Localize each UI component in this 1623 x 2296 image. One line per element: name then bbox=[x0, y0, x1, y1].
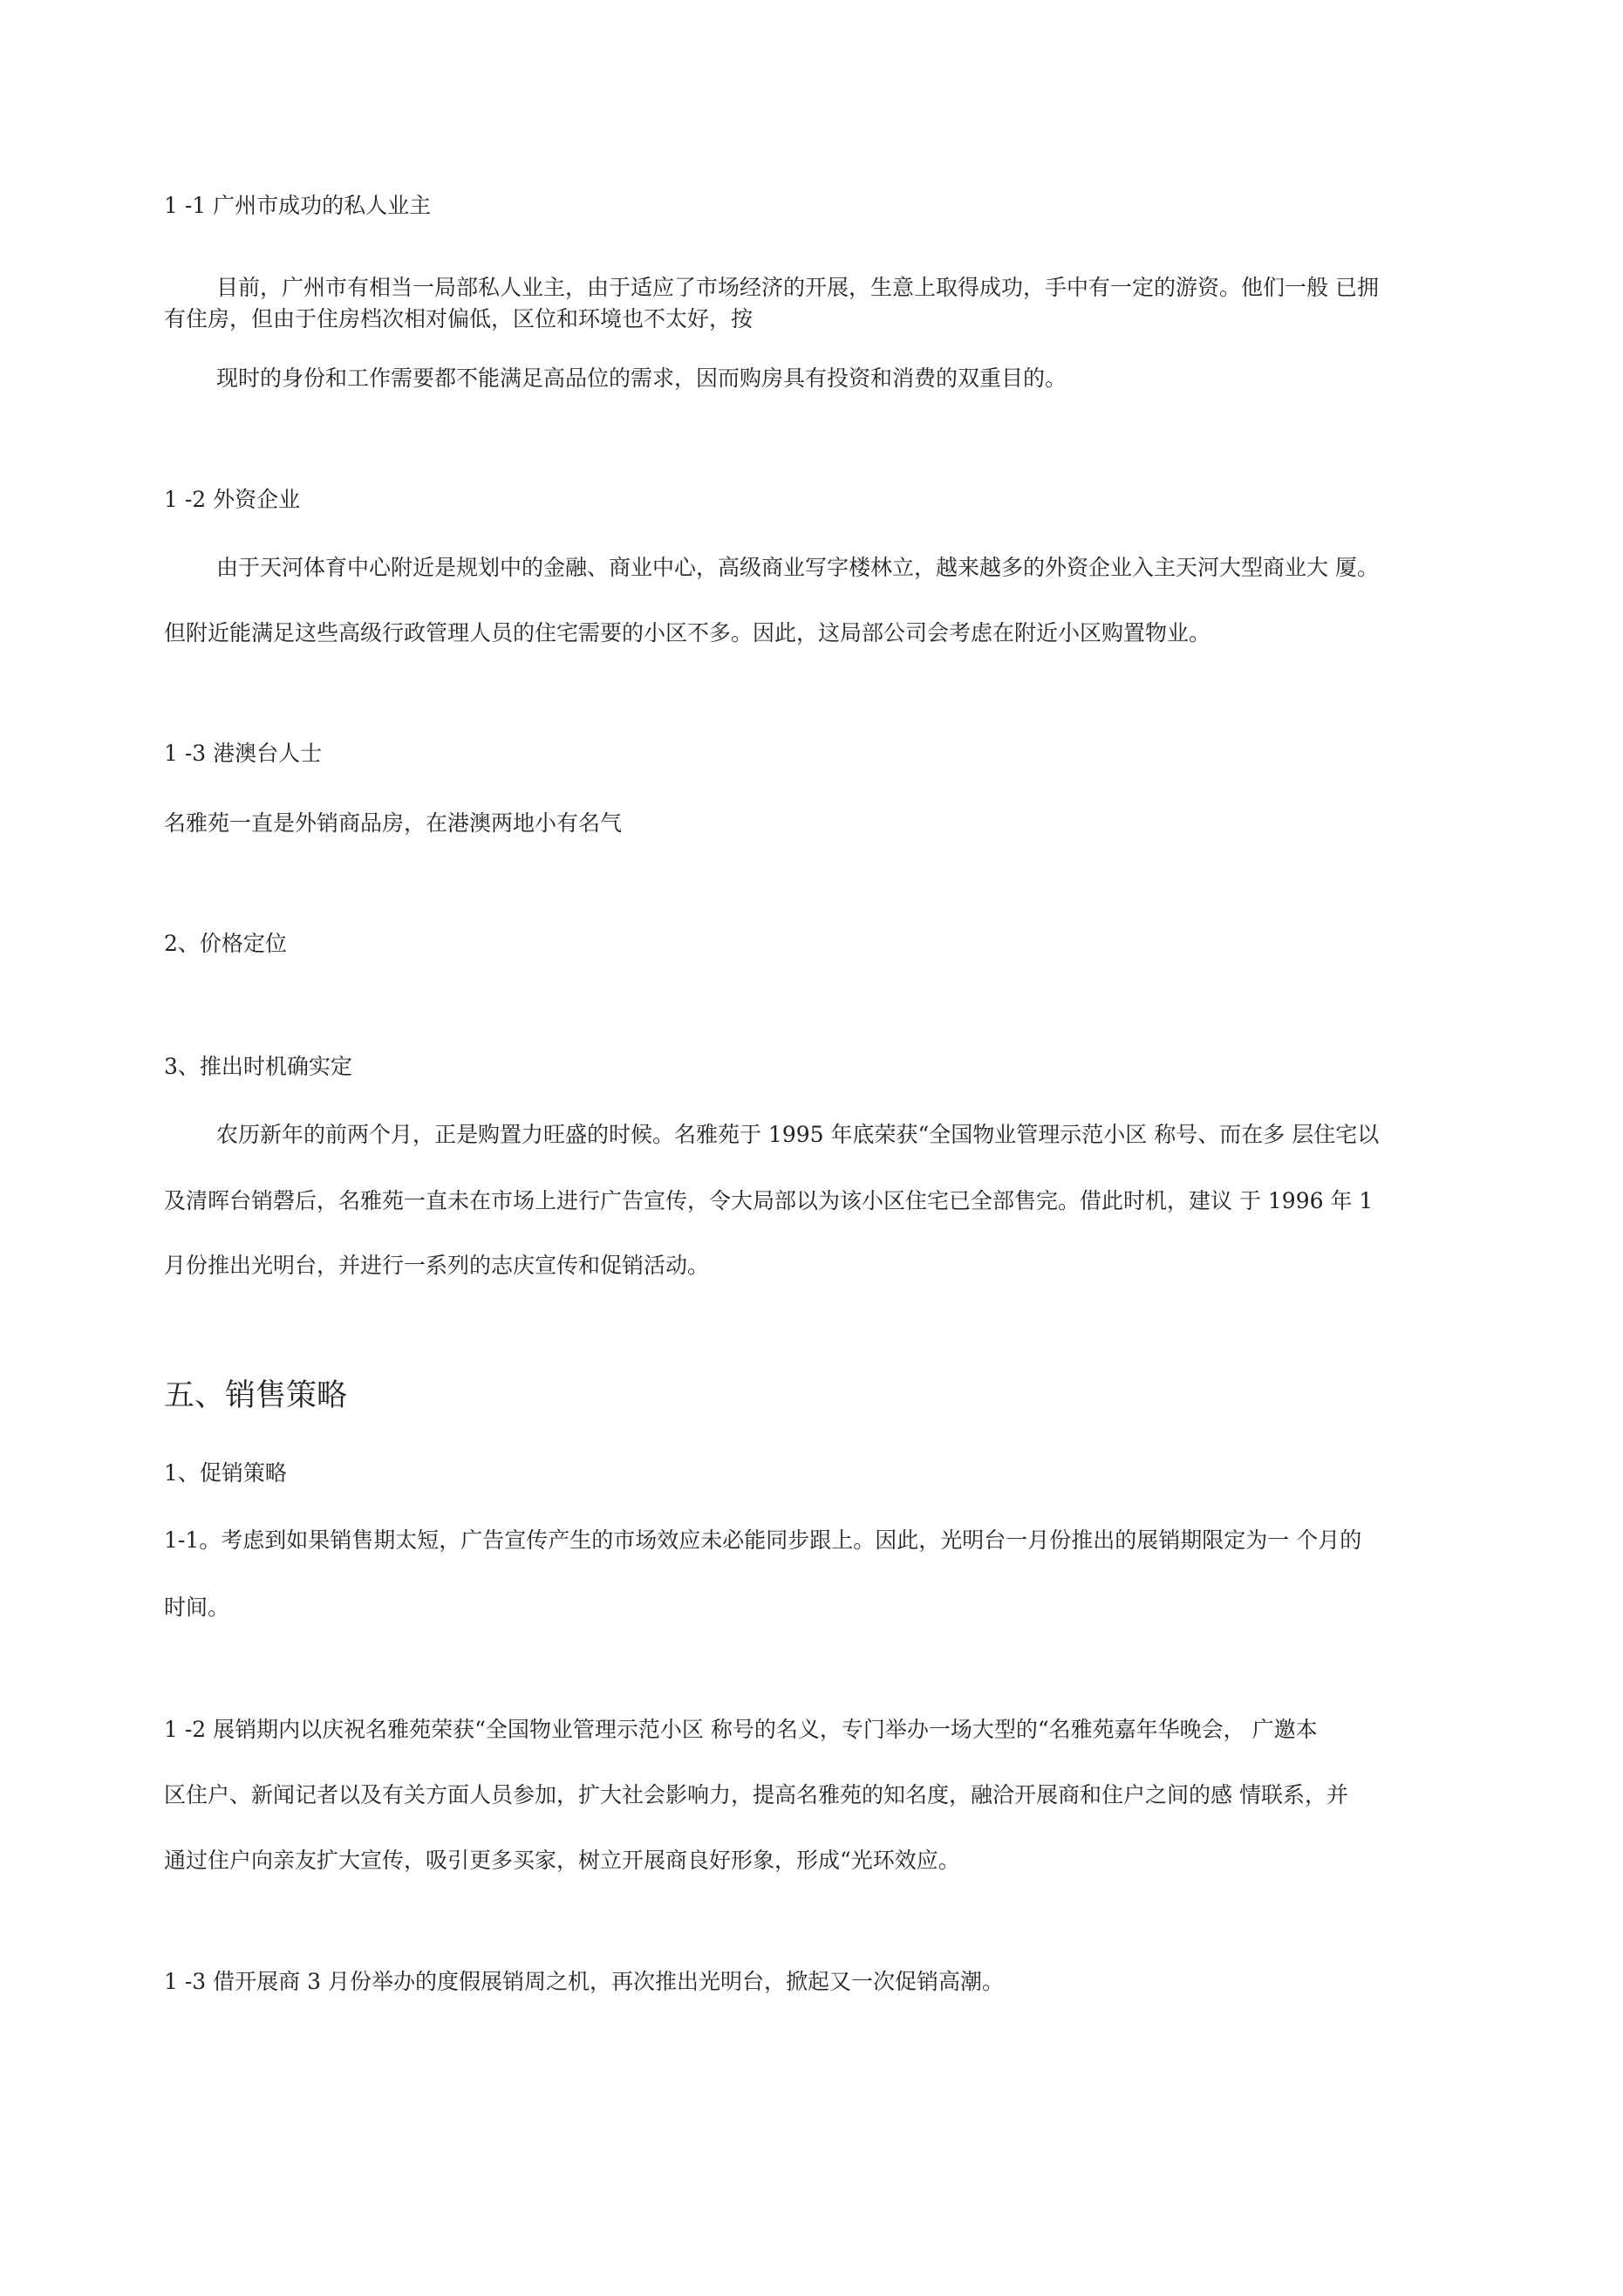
section-5-paragraph-2-line-3: 通过住户向亲友扩大宣传，吸引更多买家，树立开展商良好形象，形成“光环效应。 bbox=[164, 1848, 960, 1873]
section-5-heading-1: 1、促销策略 bbox=[164, 1460, 287, 1486]
section-5-paragraph-2-line-2: 区住户、新闻记者以及有关方面人员参加，扩大社会影响力，提高名雅苑的知名度，融洽开展商和住户之间的感 情联系，并 bbox=[164, 1782, 1348, 1807]
section-5-paragraph-1-line-2: 时间。 bbox=[164, 1595, 230, 1620]
section-5-paragraph-2-line-1: 1 -2 展销期内以庆祝名雅苑荣获“全国物业管理示范小区 称号的名义，专门举办一场大型的“名雅苑嘉年华晚会， 广邀本 bbox=[164, 1717, 1318, 1742]
paragraph-1-1-line-3: 现时的身份和工作需要都不能满足高品位的需求，因而购房具有投资和消费的双重目的。 bbox=[216, 366, 1067, 391]
paragraph-1-3-line-1: 名雅苑一直是外销商品房，在港澳两地小有名气 bbox=[164, 810, 623, 836]
paragraph-1-1-line-1: 目前，广州市有相当一局部私人业主，由于适应了市场经济的开展，生意上取得成功，手中有一定的游资。他们一般 已拥 bbox=[216, 275, 1379, 300]
section-5-paragraph-3-line-1: 1 -3 借开展商 3 月份举办的度假展销周之机，再次推出光明台，掀起又一次促销高潮。 bbox=[164, 1969, 1004, 1994]
paragraph-1-2-line-2: 但附近能满足这些高级行政管理人员的住宅需要的小区不多。因此，这局部公司会考虑在附近小区购置物业。 bbox=[164, 620, 1211, 646]
paragraph-1-2-line-1: 由于天河体育中心附近是规划中的金融、商业中心，高级商业写字楼林立，越来越多的外资企业入主天河大型商业大 厦。 bbox=[216, 555, 1379, 580]
paragraph-3-line-3: 月份推出光明台，并进行一系列的志庆宣传和促销活动。 bbox=[164, 1253, 710, 1278]
heading-1-1: 1 -1 广州市成功的私人业主 bbox=[164, 193, 432, 218]
section-title-5: 五、销售策略 bbox=[164, 1378, 348, 1413]
heading-1-2: 1 -2 外资企业 bbox=[164, 487, 301, 512]
heading-1-3: 1 -3 港澳台人士 bbox=[164, 741, 323, 766]
paragraph-3-line-2: 及清晖台销磬后，名雅苑一直未在市场上进行广告宣传，令大局部以为该小区住宅已全部售完。借此时机，建议 于 1996 年 1 bbox=[164, 1188, 1374, 1213]
section-5-paragraph-1-line-1: 1-1。考虑到如果销售期太短，广告宣传产生的市场效应未必能同步跟上。因此，光明台一月份推出的展销期限定为一 个月的 bbox=[164, 1527, 1362, 1553]
heading-2: 2、价格定位 bbox=[164, 931, 287, 956]
paragraph-3-line-1: 农历新年的前两个月，正是购置力旺盛的时候。名雅苑于 1995 年底荣获“全国物业管理示范小区 称号、而在多 层住宅以 bbox=[216, 1122, 1380, 1147]
heading-3: 3、推出时机确实定 bbox=[164, 1054, 352, 1079]
paragraph-1-1-line-2: 有住房，但由于住房档次相对偏低，区位和环境也不太好，按 bbox=[164, 306, 754, 331]
